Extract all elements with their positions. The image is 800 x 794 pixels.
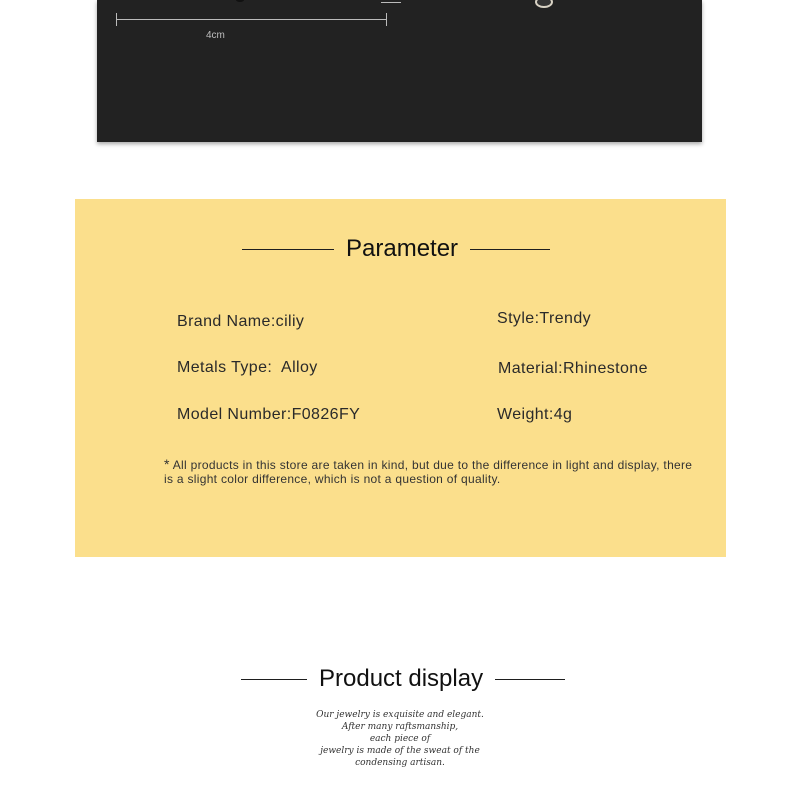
tagline-line: Our jewelry is exquisite and elegant. [316,710,484,720]
dimension-line [116,19,387,20]
product-display-title: Product display [319,665,484,692]
dimension-tick [386,13,387,26]
color-disclaimer [164,457,704,486]
spec-brand: Brand Name:ciliy [177,313,305,330]
earring-stud [236,0,244,2]
spec-style: Style:Trendy [497,310,592,327]
brand-tagline [300,709,500,769]
heading-rule [241,679,307,680]
asterisk-icon: * [164,456,170,472]
heading-rule [470,249,550,250]
heading-rule [495,679,565,680]
parameter-heading [242,235,550,263]
product-photo [97,0,702,142]
spec-weight: Weight:4g [497,406,573,423]
spec-model: Model Number:F0826FY [177,406,361,423]
dimension-tick [381,2,401,3]
product-display-heading [241,665,565,693]
dimension-label: 4cm [206,30,225,41]
tagline-line: each piece of [369,734,431,744]
spec-metals: Metals Type: Alloy [177,359,318,376]
disclaimer-text: All products in this store are taken in kind, but due to the difference in light and display, there is a slight color difference, which is not a question of quality. [164,458,693,486]
tagline-line: condensing artisan. [355,758,445,768]
spec-material: Material:Rhinestone [498,360,648,377]
earring-stud [535,0,553,8]
heading-rule [242,249,334,250]
tagline-line: After many raftsmanship, [341,722,459,732]
tagline-line: jewelry is made of the sweat of the [320,746,480,756]
parameter-title: Parameter [346,235,459,262]
